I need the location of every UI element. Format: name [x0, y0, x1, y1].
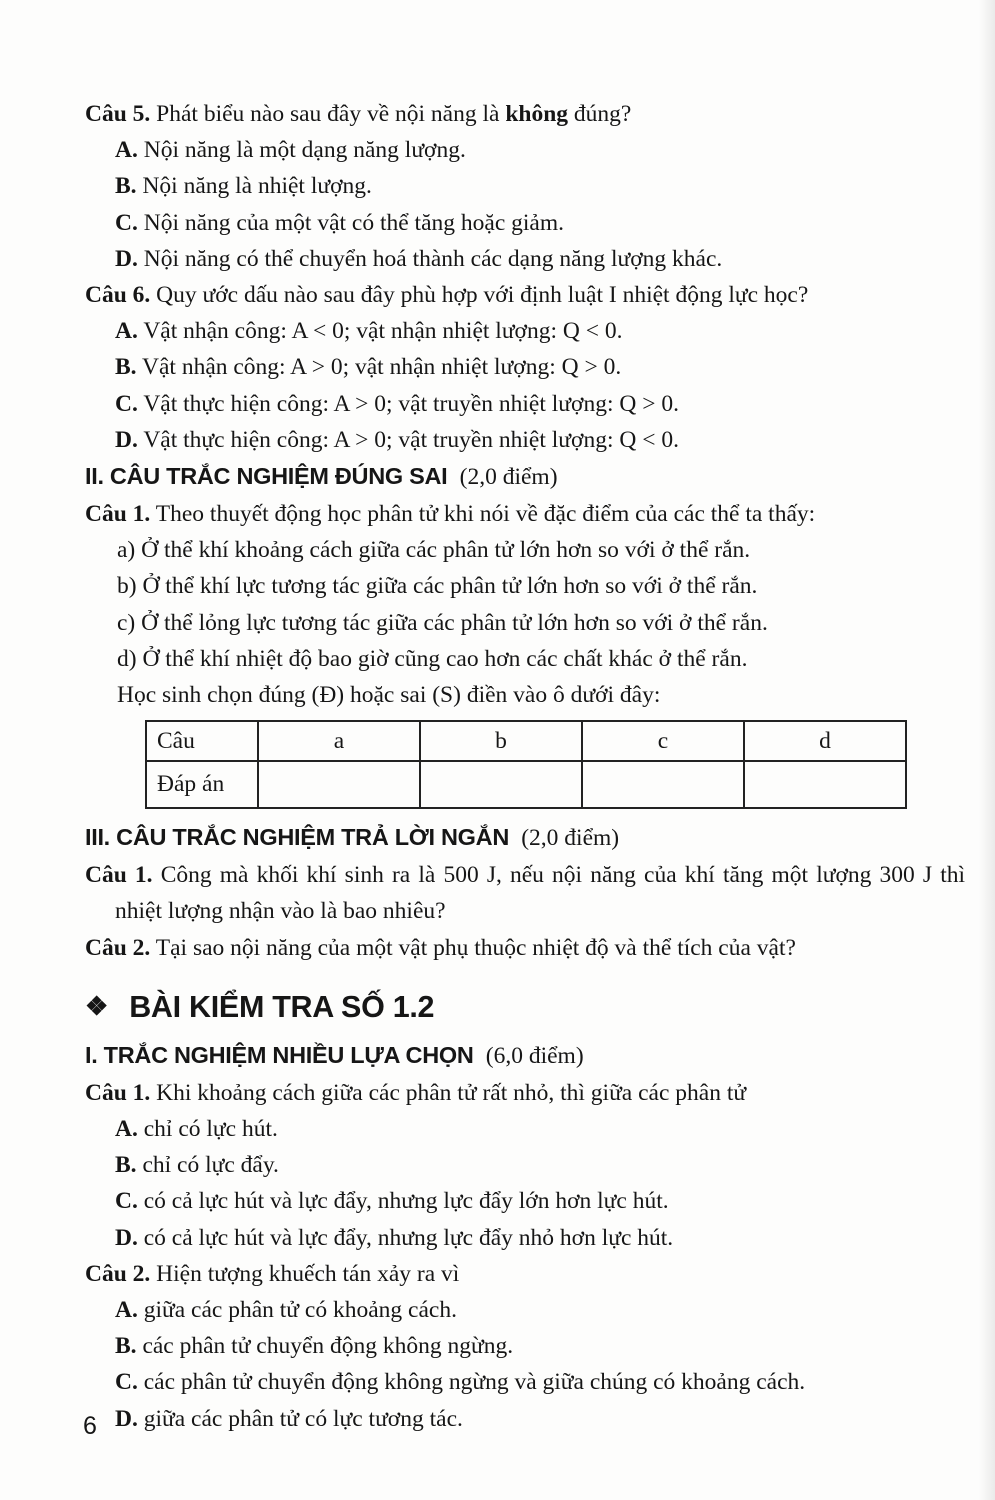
tf-item-c: [117, 605, 965, 641]
item-text: Ở thể lỏng lực tương tác giữa các phân tử lớn hơn so với ở thể rắn.: [141, 609, 768, 636]
exam2-question-2-option-c: [115, 1364, 965, 1400]
question-5-option-b: [115, 168, 965, 204]
section-heading-text: I. TRẮC NGHIỆM NHIỀU LỰA CHỌN: [85, 1041, 474, 1068]
tf-item-a: [117, 532, 965, 568]
option-text: Vật nhận công: A < 0; vật nhận nhiệt lượng: Q < 0.: [143, 318, 623, 345]
option-text: Nội năng có thể chuyển hoá thành các dạng năng lượng khác.: [143, 245, 723, 272]
section-heading-multiple-choice: [85, 1037, 965, 1075]
item-text: Ở thể khí khoảng cách giữa các phân tử lớn hơn so với ở thể rắn.: [141, 537, 751, 564]
tf-item-d: [117, 641, 965, 677]
option-letter: B.: [115, 1152, 137, 1179]
section-points: (6,0 điểm): [485, 1042, 584, 1069]
tf-question-1-text: Theo thuyết động học phân tử khi nói về đặc điểm của các thể ta thấy:: [155, 501, 816, 528]
item-letter: a): [117, 537, 136, 564]
tf-question-1: [85, 496, 965, 532]
option-text: giữa các phân tử có khoảng cách.: [143, 1297, 457, 1324]
question-6-option-a: [115, 313, 965, 349]
answer-cell-c: [582, 761, 744, 808]
question-6-option-c: [115, 386, 965, 422]
section-heading-short-answer: [85, 819, 965, 857]
answer-table-header-c: c: [582, 721, 744, 761]
option-letter: A.: [115, 1116, 138, 1143]
sa-question-1-text: Công mà khối khí sinh ra là 500 J, nếu nội năng của khí tăng một lượng 300 J thì nhiệt lượng nhận vào là bao nhiêu?: [115, 862, 966, 925]
option-text: giữa các phân tử có lực tương tác.: [143, 1405, 463, 1432]
question-5-bold-word: không: [505, 101, 569, 127]
answer-table: [145, 720, 907, 809]
option-letter: B.: [115, 354, 137, 381]
option-letter: D.: [115, 426, 138, 453]
question-5-text-pre: Phát biểu nào sau đây về nội năng là: [156, 101, 500, 127]
sa-question-1-label: Câu 1.: [85, 862, 153, 889]
sa-question-2-label: Câu 2.: [85, 934, 151, 961]
option-text: Nội năng của một vật có thể tăng hoặc giảm.: [143, 209, 564, 236]
option-text: Nội năng là nhiệt lượng.: [142, 173, 372, 200]
option-text: Vật thực hiện công: A > 0; vật truyền nhiệt lượng: Q < 0.: [143, 426, 679, 453]
option-text: Vật nhận công: A > 0; vật nhận nhiệt lượng: Q > 0.: [142, 354, 622, 381]
question-6-option-d: [115, 422, 965, 458]
question-6-text: Quy ước dấu nào sau đây phù hợp với định luật I nhiệt động lực học?: [156, 282, 809, 309]
section-heading-true-false: [85, 458, 965, 496]
diamond-bullet-icon: ❖: [85, 990, 109, 1021]
question-6-label: Câu 6.: [85, 282, 151, 309]
answer-table-header-a: a: [258, 721, 420, 761]
section-heading-text: III. CÂU TRẮC NGHIỆM TRẢ LỜI NGẮN: [85, 824, 509, 851]
option-text: có cả lực hút và lực đẩy, nhưng lực đẩy nhỏ hơn lực hút.: [143, 1224, 674, 1251]
short-answer-question-2: [85, 930, 965, 966]
option-letter: D.: [115, 1405, 138, 1432]
question-6: [85, 277, 965, 313]
option-text: các phân tử chuyển động không ngừng và giữa chúng có khoảng cách.: [143, 1369, 806, 1396]
option-letter: C.: [115, 390, 138, 417]
section-heading-text: II. CÂU TRẮC NGHIỆM ĐÚNG SAI: [85, 463, 448, 490]
option-letter: D.: [115, 245, 138, 272]
exam2-question-1-option-a: [115, 1111, 965, 1147]
question-5: [85, 96, 965, 132]
exam2-question-2-text: Hiện tượng khuếch tán xảy ra vì: [156, 1260, 460, 1287]
exam2-question-1-label: Câu 1.: [85, 1079, 151, 1106]
option-letter: D.: [115, 1224, 138, 1251]
option-text: chỉ có lực đẩy.: [142, 1152, 279, 1179]
answer-cell-a: [258, 761, 420, 808]
exam2-question-2-option-a: [115, 1292, 965, 1328]
option-letter: C.: [115, 209, 138, 236]
item-letter: b): [117, 573, 137, 600]
answer-table-header-d: d: [744, 721, 906, 761]
answer-table-header-row: [146, 721, 906, 761]
question-5-option-a: [115, 132, 965, 168]
tf-instruction: Học sinh chọn đúng (Đ) hoặc sai (S) điền vào ô dưới đây:: [117, 682, 661, 709]
option-text: các phân tử chuyển động không ngừng.: [142, 1333, 514, 1360]
answer-table-header-b: b: [420, 721, 582, 761]
answer-table-answer-row: [146, 761, 906, 808]
section-points: (2,0 điểm): [459, 464, 558, 491]
answer-table-header-cau: Câu: [146, 721, 258, 761]
exam2-question-2: [85, 1256, 965, 1292]
item-letter: d): [117, 645, 137, 672]
exam-2-title: [85, 987, 965, 1028]
option-letter: B.: [115, 1333, 137, 1360]
short-answer-question-1: [85, 857, 965, 929]
option-letter: A.: [115, 1297, 138, 1324]
tf-item-b: [117, 568, 965, 604]
exam2-question-1-option-b: [115, 1147, 965, 1183]
exam2-question-2-option-b: [115, 1328, 965, 1364]
item-text: Ở thể khí lực tương tác giữa các phân tử lớn hơn so với ở thể rắn.: [142, 573, 758, 600]
exam2-question-2-label: Câu 2.: [85, 1260, 151, 1287]
option-text: Nội năng là một dạng năng lượng.: [143, 137, 466, 164]
exam2-question-1-option-d: [115, 1220, 965, 1256]
option-letter: A.: [115, 318, 138, 345]
item-text: Ở thể khí nhiệt độ bao giờ cũng cao hơn các chất khác ở thể rắn.: [142, 645, 748, 672]
answer-row-label: Đáp án: [146, 761, 258, 808]
exam-2-title-text: BÀI KIỂM TRA SỐ 1.2: [129, 989, 435, 1024]
exam2-question-2-option-d: [115, 1401, 965, 1437]
option-text: Vật thực hiện công: A > 0; vật truyền nhiệt lượng: Q > 0.: [143, 390, 679, 417]
section-points: (2,0 điểm): [521, 825, 620, 852]
tf-question-1-label: Câu 1.: [85, 501, 151, 528]
answer-cell-d: [744, 761, 906, 808]
page-number: 6: [83, 1412, 97, 1440]
answer-cell-b: [420, 761, 582, 808]
exam2-question-1-option-c: [115, 1183, 965, 1219]
option-letter: C.: [115, 1369, 138, 1396]
option-letter: A.: [115, 137, 138, 164]
question-5-text-post: đúng?: [573, 101, 632, 127]
option-letter: B.: [115, 173, 137, 200]
sa-question-2-text: Tại sao nội năng của một vật phụ thuộc nhiệt độ và thể tích của vật?: [155, 934, 796, 961]
option-text: chỉ có lực hút.: [143, 1116, 278, 1143]
option-letter: C.: [115, 1188, 138, 1215]
question-6-option-b: [115, 349, 965, 385]
exam2-question-1: [85, 1075, 965, 1111]
question-5-option-d: [115, 241, 965, 277]
question-5-label: Câu 5.: [85, 101, 151, 127]
option-text: có cả lực hút và lực đẩy, nhưng lực đẩy lớn hơn lực hút.: [143, 1188, 669, 1215]
item-letter: c): [117, 609, 136, 636]
exam2-question-1-text: Khi khoảng cách giữa các phân tử rất nhỏ, thì giữa các phân tử: [156, 1079, 747, 1106]
question-5-option-c: [115, 205, 965, 241]
